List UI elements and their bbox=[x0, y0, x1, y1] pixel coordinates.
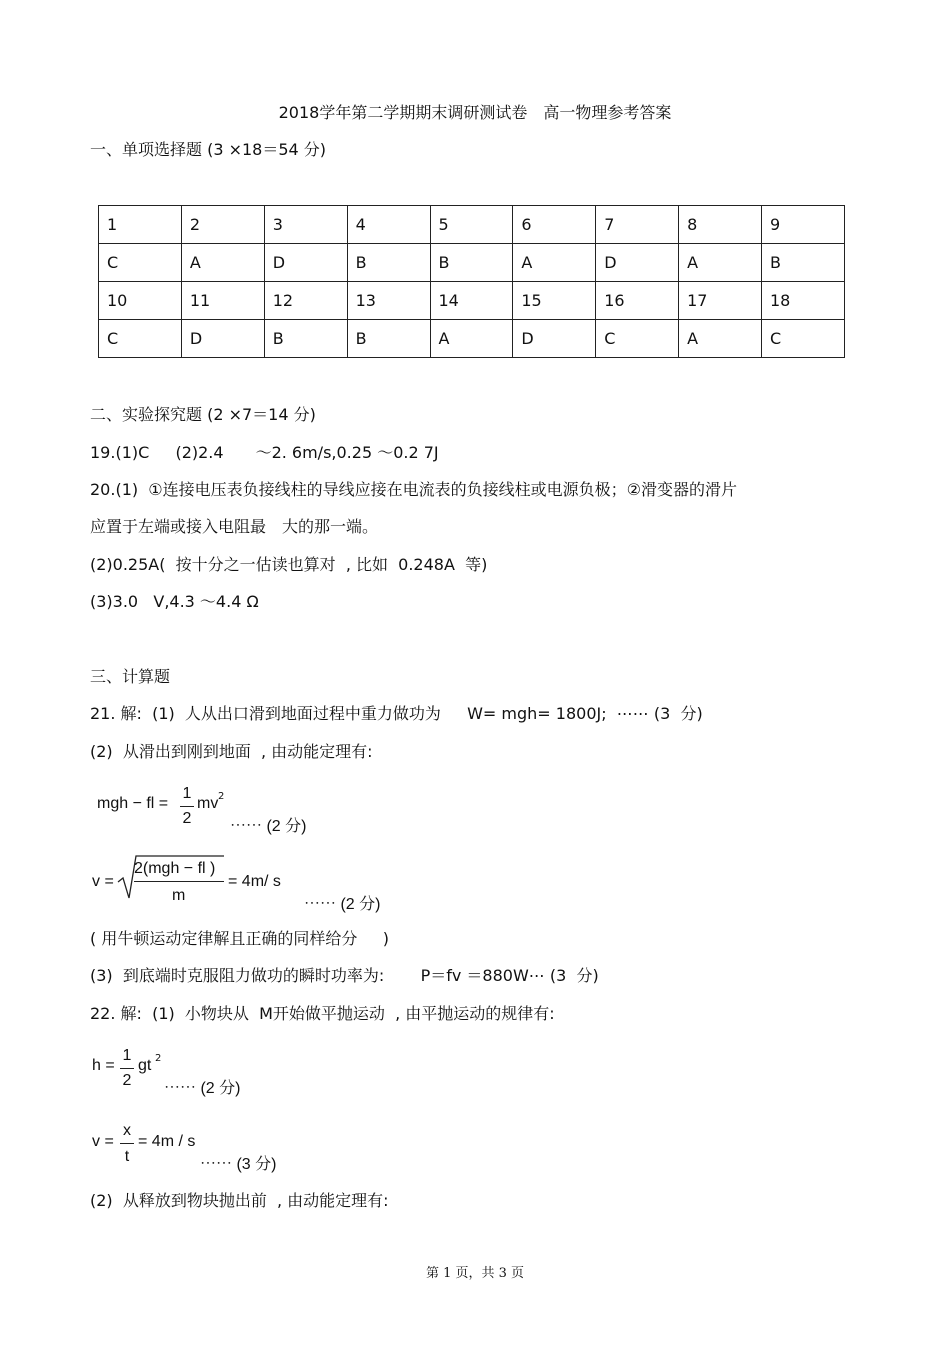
answer-22-part1: 22. 解: (1) 小物块从 M开始做平抛运动 , 由平抛运动的规律有: bbox=[90, 1004, 555, 1023]
table-cell: D bbox=[264, 244, 347, 282]
eq1-left: mgh − fl = bbox=[97, 795, 169, 812]
table-cell: A bbox=[430, 320, 513, 358]
table-row bbox=[99, 282, 845, 320]
table-cell: 12 bbox=[264, 282, 347, 320]
table-cell: B bbox=[347, 320, 430, 358]
table-cell: 18 bbox=[762, 282, 845, 320]
table-cell: 2 bbox=[181, 206, 264, 244]
table-cell: A bbox=[181, 244, 264, 282]
table-cell: C bbox=[99, 320, 182, 358]
answer-21-part1: 21. 解: (1) 人从出口滑到地面过程中重力做功为 W= mgh= 1800J; ⋯⋯ (3 分) bbox=[90, 704, 703, 723]
table-cell: 5 bbox=[430, 206, 513, 244]
table-cell: 16 bbox=[596, 282, 679, 320]
eq2-fraction-bar bbox=[134, 881, 224, 882]
eq2-right: = 4m/ s bbox=[228, 873, 281, 890]
eq4-left: v = bbox=[92, 1133, 114, 1150]
page-footer: 第 1 页，共 3 页 bbox=[425, 1266, 525, 1281]
table-row bbox=[99, 244, 845, 282]
eq3-numerator: 1 bbox=[122, 1047, 132, 1064]
eq4-fraction-bar bbox=[120, 1143, 134, 1144]
eq2-denominator: m bbox=[172, 887, 186, 904]
answer-table bbox=[98, 205, 845, 358]
table-cell: 8 bbox=[679, 206, 762, 244]
section2-heading: 二、实验探究题 (2 ×7＝14 分) bbox=[90, 405, 316, 424]
answer-20-part3: (3)3.0 V,4.3 ～4.4 Ω bbox=[90, 592, 259, 611]
table-cell: D bbox=[513, 320, 596, 358]
eq3-left: h = bbox=[92, 1057, 115, 1074]
answer-20-part1-line2: 应置于左端或接入电阻最 大的那一端。 bbox=[90, 517, 379, 536]
table-cell: 3 bbox=[264, 206, 347, 244]
eq4-denominator: t bbox=[124, 1148, 130, 1165]
eq2-score: ⋯⋯ (2 分) bbox=[304, 896, 381, 913]
answer-22-part2: (2) 从释放到物块抛出前 , 由动能定理有: bbox=[90, 1191, 389, 1210]
table-cell: 9 bbox=[762, 206, 845, 244]
answer-19: 19.(1)C (2)2.4 ～2. 6m/s,0.25 ～0.2 7J bbox=[90, 443, 439, 462]
eq3-exponent: 2 bbox=[155, 1053, 162, 1064]
table-cell: 17 bbox=[679, 282, 762, 320]
eq4-score: ⋯⋯ (3 分) bbox=[200, 1156, 277, 1173]
eq3-right: gt bbox=[138, 1057, 152, 1074]
eq2-numerator: 2(mgh − fl ) bbox=[134, 860, 216, 877]
eq1-right: mv bbox=[197, 795, 219, 812]
answer-21-note: ( 用牛顿运动定律解且正确的同样给分 ) bbox=[90, 929, 390, 948]
section3-heading: 三、计算题 bbox=[90, 667, 171, 686]
table-cell: 15 bbox=[513, 282, 596, 320]
eq1-numerator: 1 bbox=[182, 785, 192, 802]
answer-20-part2: (2)0.25A( 按十分之一估读也算对 , 比如 0.248A 等) bbox=[90, 555, 488, 574]
table-cell: B bbox=[430, 244, 513, 282]
document-title: 2018学年第二学期期末调研测试卷 高一物理参考答案 bbox=[278, 103, 672, 122]
table-cell: 11 bbox=[181, 282, 264, 320]
answer-20-part1-line1: 20.(1) ①连接电压表负接线柱的导线应接在电流表的负接线柱或电源负极；②滑变器的滑片 bbox=[90, 480, 737, 499]
table-row bbox=[99, 206, 845, 244]
table-cell: 10 bbox=[99, 282, 182, 320]
table-cell: 14 bbox=[430, 282, 513, 320]
eq3-fraction-bar bbox=[120, 1068, 134, 1069]
eq1-score: ⋯⋯ (2 分) bbox=[230, 818, 307, 835]
table-cell: A bbox=[513, 244, 596, 282]
eq4-numerator: x bbox=[123, 1122, 131, 1139]
eq3-score: ⋯⋯ (2 分) bbox=[164, 1080, 241, 1097]
table-cell: A bbox=[679, 320, 762, 358]
table-cell: B bbox=[762, 244, 845, 282]
eq1-exponent: 2 bbox=[218, 791, 225, 802]
eq1-fraction-bar bbox=[180, 806, 194, 807]
table-cell: C bbox=[762, 320, 845, 358]
section1-heading: 一、单项选择题 (3 ×18＝54 分) bbox=[90, 140, 327, 159]
eq4-right: = 4m / s bbox=[138, 1133, 196, 1150]
table-cell: B bbox=[264, 320, 347, 358]
answer-21-part3: (3) 到底端时克服阻力做功的瞬时功率为: P＝fv ＝880W⋯ (3 分) bbox=[90, 966, 599, 985]
table-cell: A bbox=[679, 244, 762, 282]
table-cell: 4 bbox=[347, 206, 430, 244]
table-cell: 1 bbox=[99, 206, 182, 244]
eq2-left: v = bbox=[92, 873, 114, 890]
table-cell: B bbox=[347, 244, 430, 282]
answer-21-part2: (2) 从滑出到刚到地面 , 由动能定理有: bbox=[90, 742, 373, 761]
eq1-denominator: 2 bbox=[182, 810, 192, 827]
table-cell: C bbox=[596, 320, 679, 358]
table-cell: 13 bbox=[347, 282, 430, 320]
table-cell: 7 bbox=[596, 206, 679, 244]
table-row bbox=[99, 320, 845, 358]
table-cell: D bbox=[596, 244, 679, 282]
table-cell: C bbox=[99, 244, 182, 282]
eq3-denominator: 2 bbox=[122, 1072, 132, 1089]
table-cell: 6 bbox=[513, 206, 596, 244]
table-cell: D bbox=[181, 320, 264, 358]
